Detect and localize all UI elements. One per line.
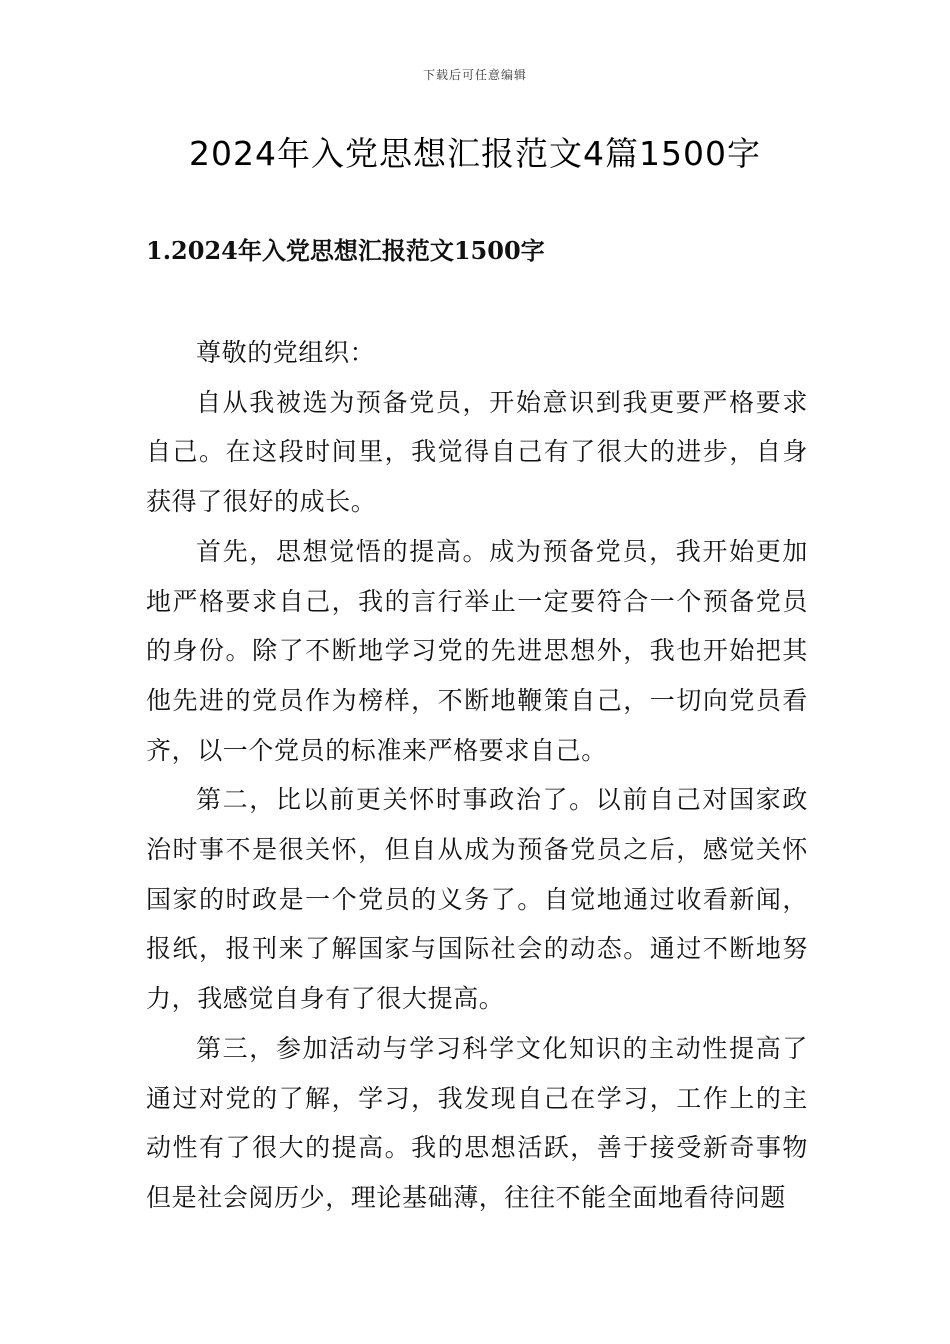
paragraph-4: 第三，参加活动与学习科学文化知识的主动性提高了通过对党的了解，学习，我发现自己在学习，工作上的主动性有了很大的提高。我的思想活跃，善于接受新奇事物但是社会阅历少，理论基础薄，往往不能全面地看待问题 (146, 1033, 808, 1212)
section-heading: 1.2024年入党思想汇报范文1500字 (146, 236, 545, 265)
paragraph-3: 第二，比以前更关怀时事政治了。以前自己对国家政治时事不是很关怀，但自从成为预备党员之后，感觉关怀国家的时政是一个党员的义务了。自觉地通过收看新闻，报纸，报刊来了解国家与国际社会的动态。通过不断地努力，我感觉自身有了很大提高。 (146, 785, 808, 1014)
document-body (146, 328, 808, 1223)
paragraph-1: 自从我被选为预备党员，开始意识到我更要严格要求自己。在这段时间里，我觉得自己有了很大的进步，自身获得了很好的成长。 (146, 387, 808, 517)
paragraph-2: 首先，思想觉悟的提高。成为预备党员，我开始更加地严格要求自己，我的言行举止一定要符合一个预备党员的身份。除了不断地学习党的先进思想外，我也开始把其他先进的党员作为榜样，不断地鞭策自己，一切向党员看齐，以一个党员的标准来严格要求自己。 (146, 536, 808, 765)
document-title: 2024年入党思想汇报范文4篇1500字 (189, 134, 761, 173)
header-note: 下载后可任意编辑 (422, 68, 527, 82)
salutation: 尊敬的党组织： (196, 338, 376, 367)
